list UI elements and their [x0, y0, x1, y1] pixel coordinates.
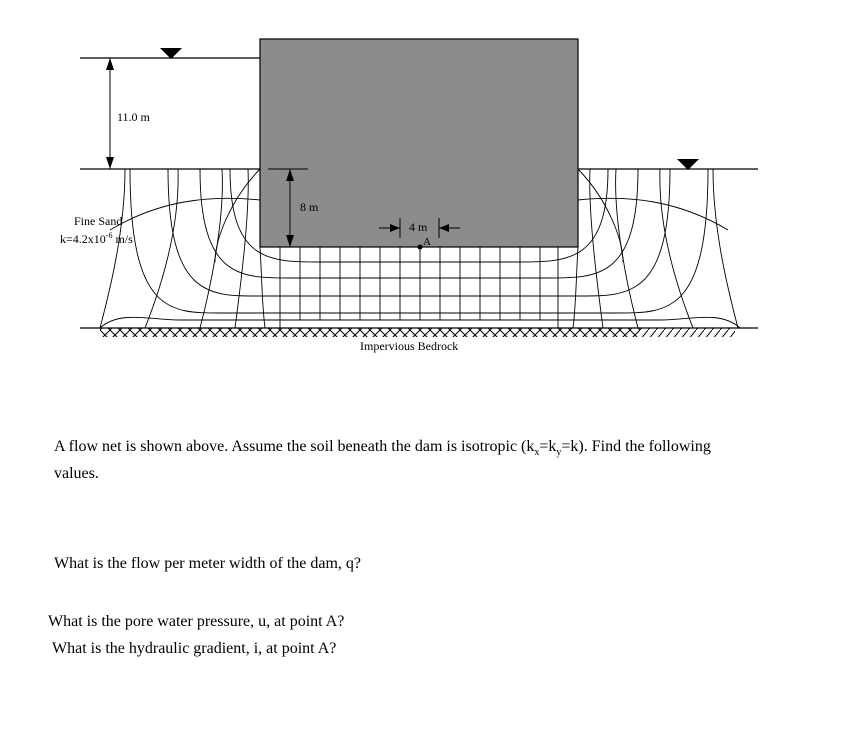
impervious-bedrock — [80, 328, 758, 337]
point-a-label: A — [423, 236, 431, 248]
equipotential-line — [100, 169, 125, 328]
equipotential-line — [573, 247, 578, 328]
upstream-water-level-marker — [160, 48, 182, 59]
problem-statement: A flow net is shown above. Assume the soil beneath the dam is isotropic $(k_x=k_y=k)$. Find the following values. — [54, 438, 711, 483]
soil-permeability-label: $k=4.2x10^{-6}$ m/s — [60, 231, 133, 246]
equipotential-line — [145, 169, 178, 328]
concrete-dam — [260, 39, 578, 247]
headwater-dimension — [106, 58, 114, 169]
dam-depth-label: 8 m — [300, 200, 319, 214]
equipotential-line — [235, 169, 248, 328]
headwater-height-label: 11.0 m — [117, 110, 150, 124]
equipotential-line — [660, 169, 693, 328]
equipotential-line — [590, 169, 603, 328]
bedrock-label: Impervious Bedrock — [360, 339, 459, 353]
question-flow-rate: What is the flow per meter width of the dam, q? — [54, 555, 362, 572]
equipotential-line — [200, 169, 222, 328]
question-hydraulic-gradient: What is the hydraulic gradient, i, at point A? — [52, 640, 337, 657]
question-pore-pressure: What is the pore water pressure, u, at point A? — [48, 613, 345, 630]
equipotential-line — [616, 169, 638, 328]
downstream-water-level-marker — [677, 159, 699, 170]
point-a-marker — [418, 245, 423, 250]
equipotential-line — [713, 169, 738, 328]
soil-name-label: Fine Sand — [74, 214, 123, 228]
equipotential-line — [260, 247, 265, 328]
spacing-label: 4 m — [409, 220, 428, 234]
